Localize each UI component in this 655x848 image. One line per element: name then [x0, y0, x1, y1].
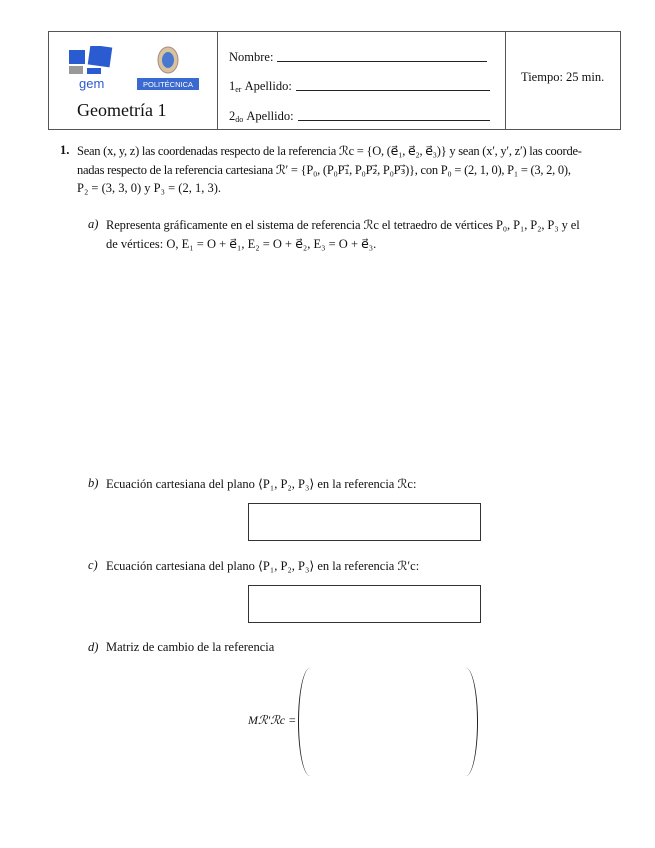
ordinal-sup: er [235, 85, 242, 94]
part-label: d) [88, 640, 99, 654]
name-label: Nombre: [229, 50, 274, 64]
surname2-field[interactable] [229, 109, 490, 124]
surname2-line[interactable] [298, 119, 490, 121]
time-label: Tiempo: 25 min. [521, 70, 605, 84]
answer-box-b[interactable] [248, 503, 481, 541]
ordinal: 2 [229, 109, 236, 123]
exam-header [48, 31, 621, 130]
part-d-text: Matriz de cambio de la referencia [106, 640, 275, 654]
surname2-label: Apellido: [246, 109, 294, 123]
matrix-label: Mℛ′ℛc = [248, 713, 297, 727]
name-field[interactable] [229, 50, 487, 65]
matrix-answer-area[interactable] [312, 672, 464, 772]
ordinal-sup: do [235, 115, 244, 124]
course-title: Geometría 1 [77, 100, 167, 120]
part-label: a) [88, 217, 99, 231]
divider [505, 32, 506, 129]
part-label: c) [88, 558, 98, 572]
part-b-text: Ecuación cartesiana del plano ⟨P₁, P₂, P₃⟩ en la referencia ℛc: [106, 477, 417, 491]
answer-box-c[interactable] [248, 585, 481, 623]
part-a-text: Representa gráficamente en el sistema de referencia ℛc el tetraedro de vértices P₀, P₁, P₂, P₃ y el [106, 218, 580, 232]
surname1-label: Apellido: [244, 79, 292, 93]
name-line[interactable] [277, 60, 487, 62]
divider [217, 32, 218, 129]
svg-text:gem: gem [79, 76, 105, 91]
gem-logo [67, 46, 115, 92]
surname1-field[interactable] [229, 79, 490, 94]
part-a-text: de vértices: O, E₁ = O + e⃗₁, E₂ = O + e⃗₂, E₃ = O + e⃗₃. [106, 237, 377, 251]
svg-text:POLITÉCNICA: POLITÉCNICA [142, 80, 194, 89]
ordinal: 1 [229, 79, 236, 93]
matrix-right-paren [466, 668, 478, 776]
part-label: b) [88, 476, 99, 490]
upm-logo [135, 46, 201, 92]
matrix-left-paren [298, 668, 310, 776]
question-line: P₂ = (3, 3, 0) y P₃ = (2, 1, 3). [77, 181, 221, 195]
question-line: Sean (x, y, z) las coordenadas respecto de la referencia ℛc = {O, (e⃗₁, e⃗₂, e⃗₃)} y sean (x′, y′, z′) las coorde- [77, 144, 582, 158]
part-c-text: Ecuación cartesiana del plano ⟨P₁, P₂, P₃⟩ en la referencia ℛ′c: [106, 559, 420, 573]
question-line: nadas respecto de la referencia cartesiana ℛ′ = {P₀, (P₀P₁⃗, P₀P₂⃗, P₀P₃⃗)}, con P₀ = (2, 1, 0), P₁ = (3, 2, 0), [77, 163, 571, 177]
question-number: 1. [60, 143, 70, 157]
surname1-line[interactable] [296, 89, 490, 91]
